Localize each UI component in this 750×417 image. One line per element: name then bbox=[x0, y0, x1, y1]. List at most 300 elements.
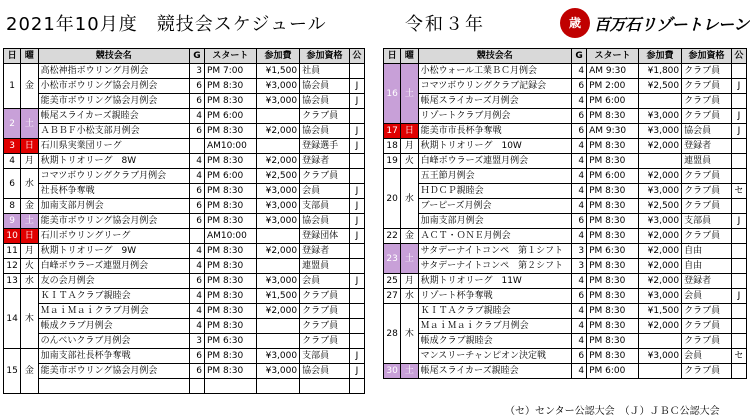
table-row bbox=[4, 289, 365, 304]
footer-legend: （セ）センター公認大会 （Ｊ）ＪＢＣ公認大会 bbox=[505, 406, 720, 417]
qualification-cell: 社員 bbox=[300, 64, 350, 79]
table-row bbox=[4, 109, 365, 124]
games-cell: 4 bbox=[571, 199, 586, 214]
qualification-cell: クラブ員 bbox=[682, 184, 732, 199]
table-row bbox=[384, 124, 747, 139]
event-name-cell: 社長杯争奪戦 bbox=[38, 184, 189, 199]
qualification-cell: クラブ員 bbox=[682, 109, 732, 124]
official-cell bbox=[349, 169, 364, 184]
day-cell: 1 bbox=[4, 64, 21, 109]
official-cell: J bbox=[349, 94, 364, 109]
fee-cell bbox=[638, 154, 681, 169]
table-row bbox=[4, 214, 365, 229]
table-row bbox=[384, 79, 747, 94]
official-cell bbox=[349, 154, 364, 169]
official-cell bbox=[731, 229, 746, 244]
weekday-cell: 水 bbox=[21, 274, 38, 289]
start-time-cell: PM 8:30 bbox=[205, 124, 257, 139]
start-time-cell: PM 8:30 bbox=[205, 274, 257, 289]
games-cell: 6 bbox=[571, 109, 586, 124]
fee-cell: ¥2,000 bbox=[638, 319, 681, 334]
event-name-cell: ＭａｉＭａｉクラブ月例会 bbox=[38, 304, 189, 319]
games-cell: 4 bbox=[189, 154, 204, 169]
official-cell: J bbox=[349, 214, 364, 229]
start-time-cell: PM 2:00 bbox=[587, 79, 639, 94]
day-cell: 19 bbox=[384, 154, 401, 169]
fee-cell: ¥3,000 bbox=[638, 184, 681, 199]
table-row bbox=[384, 244, 747, 259]
table-header-row bbox=[4, 49, 365, 64]
day-cell: 18 bbox=[384, 139, 401, 154]
fee-cell bbox=[638, 94, 681, 109]
start-time-cell: PM 8:30 bbox=[205, 289, 257, 304]
fee-cell: ¥3,000 bbox=[256, 184, 299, 199]
start-time-cell: PM 8:30 bbox=[587, 109, 639, 124]
games-cell: 4 bbox=[571, 64, 586, 79]
event-name-cell: 能美市ボウリング協会月例会 bbox=[38, 214, 189, 229]
start-time-cell: PM 6:00 bbox=[205, 169, 257, 184]
start-time-cell: PM 8:30 bbox=[205, 199, 257, 214]
table-row bbox=[384, 349, 747, 364]
day-cell: 15 bbox=[4, 349, 21, 394]
event-name-cell: 白峰ボウラーズ連盟月例会 bbox=[38, 259, 189, 274]
qualification-cell: クラブ員 bbox=[300, 109, 350, 124]
day-cell: 11 bbox=[4, 244, 21, 259]
event-name-cell: リゾートクラブ月例会 bbox=[418, 109, 571, 124]
official-cell bbox=[731, 319, 746, 334]
col-day: 日 bbox=[4, 49, 21, 64]
games-cell: 4 bbox=[571, 139, 586, 154]
qualification-cell: 協会員 bbox=[300, 214, 350, 229]
fee-cell bbox=[256, 379, 299, 394]
games-cell: 4 bbox=[571, 169, 586, 184]
weekday-cell: 土 bbox=[21, 109, 38, 139]
games-cell: 4 bbox=[571, 364, 586, 379]
official-cell bbox=[349, 64, 364, 79]
event-name-cell: 加南支部月例会 bbox=[38, 199, 189, 214]
games-cell: 6 bbox=[189, 94, 204, 109]
start-time-cell: PM 6:00 bbox=[587, 364, 639, 379]
fee-cell bbox=[256, 139, 299, 154]
official-cell bbox=[731, 154, 746, 169]
table-row bbox=[384, 334, 747, 349]
games-cell: 4 bbox=[189, 319, 204, 334]
day-cell: 28 bbox=[384, 304, 401, 364]
start-time-cell: PM 8:30 bbox=[205, 349, 257, 364]
official-cell: J bbox=[731, 289, 746, 304]
qualification-cell: 協会員 bbox=[300, 124, 350, 139]
qualification-cell bbox=[300, 379, 350, 394]
official-cell: J bbox=[731, 214, 746, 229]
games-cell: 6 bbox=[571, 289, 586, 304]
start-time-cell: AM10:00 bbox=[205, 139, 257, 154]
official-cell bbox=[731, 199, 746, 214]
fee-cell: ¥2,000 bbox=[256, 154, 299, 169]
table-row bbox=[4, 319, 365, 334]
table-row bbox=[4, 304, 365, 319]
qualification-cell: 登録者 bbox=[682, 139, 732, 154]
weekday-cell: 土 bbox=[401, 244, 418, 274]
event-name-cell: 秋期トリオリーグ 10W bbox=[418, 139, 571, 154]
qualification-cell: 支部員 bbox=[300, 349, 350, 364]
weekday-cell: 金 bbox=[21, 64, 38, 109]
day-cell: 23 bbox=[384, 244, 401, 274]
weekday-cell: 水 bbox=[21, 169, 38, 199]
games-cell: 6 bbox=[571, 79, 586, 94]
page-title: 2021年10月度 競技会スケジュール bbox=[6, 14, 327, 35]
official-cell: セ bbox=[731, 184, 746, 199]
event-name-cell: ＫＩＴＡクラブ親睦会 bbox=[418, 304, 571, 319]
fee-cell: ¥3,000 bbox=[256, 214, 299, 229]
official-cell: J bbox=[349, 184, 364, 199]
table-row bbox=[4, 94, 365, 109]
games-cell: 4 bbox=[571, 229, 586, 244]
day-cell: 12 bbox=[4, 259, 21, 274]
col-weekday: 曜 bbox=[21, 49, 38, 64]
table-row bbox=[384, 229, 747, 244]
official-cell bbox=[349, 379, 364, 394]
games-cell: 3 bbox=[189, 64, 204, 79]
weekday-cell: 日 bbox=[401, 124, 418, 139]
qualification-cell: 協会員 bbox=[300, 94, 350, 109]
games-cell: 4 bbox=[571, 274, 586, 289]
games-cell: 6 bbox=[189, 364, 204, 379]
table-row bbox=[384, 169, 747, 184]
event-name-cell: 帳尾スライカーズ月例会 bbox=[418, 94, 571, 109]
day-cell: 27 bbox=[384, 289, 401, 304]
col-day: 日 bbox=[384, 49, 401, 64]
games-cell: 4 bbox=[189, 304, 204, 319]
fee-cell bbox=[256, 259, 299, 274]
official-cell: J bbox=[349, 229, 364, 244]
day-cell: 2 bbox=[4, 109, 21, 139]
fee-cell: ¥2,000 bbox=[638, 169, 681, 184]
qualification-cell: 自由 bbox=[682, 259, 732, 274]
qualification-cell: 協会員 bbox=[300, 79, 350, 94]
fee-cell: ¥3,000 bbox=[256, 199, 299, 214]
qualification-cell: 協会員 bbox=[300, 364, 350, 379]
start-time-cell: PM 8:30 bbox=[587, 259, 639, 274]
start-time-cell: PM 8:30 bbox=[205, 319, 257, 334]
fee-cell: ¥2,000 bbox=[638, 259, 681, 274]
start-time-cell: PM 8:30 bbox=[205, 154, 257, 169]
table-row bbox=[384, 319, 747, 334]
col-games: G bbox=[571, 49, 586, 64]
qualification-cell: クラブ員 bbox=[682, 334, 732, 349]
qualification-cell: クラブ員 bbox=[682, 79, 732, 94]
event-name-cell: サタデーナイトコンペ 第２シフト bbox=[418, 259, 571, 274]
event-name-cell: 帳成クラブ親睦会 bbox=[418, 334, 571, 349]
fee-cell: ¥2,500 bbox=[638, 199, 681, 214]
table-row bbox=[4, 79, 365, 94]
start-time-cell: PM 8:30 bbox=[205, 364, 257, 379]
fee-cell: ¥3,000 bbox=[638, 109, 681, 124]
qualification-cell: クラブ員 bbox=[682, 64, 732, 79]
col-start: スタート bbox=[587, 49, 639, 64]
start-time-cell: PM 8:30 bbox=[587, 214, 639, 229]
start-time-cell: PM 6:00 bbox=[587, 94, 639, 109]
table-row bbox=[384, 364, 747, 379]
qualification-cell: クラブ員 bbox=[682, 304, 732, 319]
games-cell: 3 bbox=[189, 334, 204, 349]
weekday-cell: 木 bbox=[21, 289, 38, 349]
official-cell bbox=[349, 244, 364, 259]
table-row bbox=[4, 364, 365, 379]
event-name-cell: のんべいクラブ月例会 bbox=[38, 334, 189, 349]
official-cell: J bbox=[349, 139, 364, 154]
games-cell: 6 bbox=[571, 349, 586, 364]
official-cell bbox=[731, 244, 746, 259]
qualification-cell: クラブ員 bbox=[300, 169, 350, 184]
table-row bbox=[4, 64, 365, 79]
official-cell bbox=[731, 304, 746, 319]
qualification-cell: クラブ員 bbox=[682, 169, 732, 184]
official-cell bbox=[731, 259, 746, 274]
qualification-cell: クラブ員 bbox=[682, 199, 732, 214]
games-cell: 4 bbox=[571, 304, 586, 319]
fee-cell: ¥2,000 bbox=[638, 229, 681, 244]
start-time-cell: PM 7:00 bbox=[205, 64, 257, 79]
event-name-cell: 五王節月例会 bbox=[418, 169, 571, 184]
event-name-cell: 石川ボウリングリーグ bbox=[38, 229, 189, 244]
logo-mark-icon: 歳 bbox=[560, 8, 590, 38]
event-name-cell: ＫＩＴＡクラブ親睦会 bbox=[38, 289, 189, 304]
games-cell bbox=[189, 229, 204, 244]
games-cell: 6 bbox=[189, 124, 204, 139]
start-time-cell: PM 8:30 bbox=[205, 94, 257, 109]
day-cell: 22 bbox=[384, 229, 401, 244]
fee-cell: ¥2,000 bbox=[638, 244, 681, 259]
fee-cell: ¥1,500 bbox=[638, 304, 681, 319]
games-cell: 4 bbox=[189, 289, 204, 304]
day-cell: 4 bbox=[4, 154, 21, 169]
qualification-cell: 会員 bbox=[682, 289, 732, 304]
event-name-cell: ブーピーズ月例会 bbox=[418, 199, 571, 214]
table-row bbox=[4, 169, 365, 184]
games-cell: 4 bbox=[571, 184, 586, 199]
official-cell bbox=[731, 334, 746, 349]
games-cell: 6 bbox=[189, 199, 204, 214]
official-cell bbox=[349, 259, 364, 274]
day-cell: 30 bbox=[384, 364, 401, 379]
qualification-cell: 支部員 bbox=[300, 199, 350, 214]
start-time-cell: AM10:00 bbox=[205, 229, 257, 244]
event-name-cell bbox=[38, 379, 189, 394]
official-cell: J bbox=[349, 124, 364, 139]
day-cell: 3 bbox=[4, 139, 21, 154]
schedule-table-right bbox=[383, 48, 747, 379]
fee-cell: ¥2,000 bbox=[638, 139, 681, 154]
table-row bbox=[384, 184, 747, 199]
table-row bbox=[384, 199, 747, 214]
games-cell: 4 bbox=[189, 259, 204, 274]
event-name-cell: ＭａｉＭａｉクラブ月例会 bbox=[418, 319, 571, 334]
fee-cell bbox=[256, 109, 299, 124]
col-official: 公 bbox=[731, 49, 746, 64]
official-cell: セ bbox=[731, 349, 746, 364]
day-cell: 25 bbox=[384, 274, 401, 289]
event-name-cell: ＡＣＴ・ＯＮＥ月例会 bbox=[418, 229, 571, 244]
weekday-cell: 月 bbox=[401, 274, 418, 289]
event-name-cell: 友の会月例会 bbox=[38, 274, 189, 289]
table-row bbox=[4, 184, 365, 199]
qualification-cell: 会員 bbox=[300, 184, 350, 199]
fee-cell bbox=[638, 334, 681, 349]
start-time-cell: PM 8:30 bbox=[587, 199, 639, 214]
event-name-cell: リゾート杯争奪戦 bbox=[418, 289, 571, 304]
event-name-cell: 帳尾スライカーズ親睦会 bbox=[418, 364, 571, 379]
games-cell: 6 bbox=[189, 184, 204, 199]
table-row bbox=[384, 289, 747, 304]
fee-cell: ¥3,000 bbox=[256, 274, 299, 289]
official-cell: J bbox=[349, 364, 364, 379]
table-row bbox=[4, 259, 365, 274]
day-cell: 14 bbox=[4, 289, 21, 349]
table-row bbox=[4, 334, 365, 349]
weekday-cell: 金 bbox=[21, 349, 38, 394]
fee-cell: ¥1,500 bbox=[256, 289, 299, 304]
table-row bbox=[384, 154, 747, 169]
start-time-cell: PM 8:30 bbox=[587, 154, 639, 169]
official-cell bbox=[731, 169, 746, 184]
start-time-cell: PM 8:30 bbox=[205, 259, 257, 274]
official-cell bbox=[349, 304, 364, 319]
games-cell: 6 bbox=[571, 124, 586, 139]
event-name-cell: 能美市ボウリング協会月例会 bbox=[38, 364, 189, 379]
games-cell: 6 bbox=[189, 349, 204, 364]
fee-cell: ¥3,000 bbox=[256, 349, 299, 364]
day-cell: 6 bbox=[4, 169, 21, 199]
day-cell: 17 bbox=[384, 124, 401, 139]
weekday-cell: 月 bbox=[21, 244, 38, 259]
table-row bbox=[384, 214, 747, 229]
qualification-cell: 連盟員 bbox=[300, 259, 350, 274]
day-cell: 13 bbox=[4, 274, 21, 289]
games-cell: 4 bbox=[189, 169, 204, 184]
table-row bbox=[384, 304, 747, 319]
col-official: 公 bbox=[349, 49, 364, 64]
table-row bbox=[4, 229, 365, 244]
official-cell bbox=[731, 274, 746, 289]
event-name-cell: ＡＢＢＦ小松支部月例会 bbox=[38, 124, 189, 139]
table-row bbox=[384, 139, 747, 154]
day-cell: 20 bbox=[384, 169, 401, 229]
official-cell: J bbox=[731, 124, 746, 139]
official-cell: J bbox=[731, 79, 746, 94]
qualification-cell: 連盟員 bbox=[682, 154, 732, 169]
qualification-cell: 登録選手 bbox=[300, 139, 350, 154]
event-name-cell: 小松市ボウリング協会月例会 bbox=[38, 79, 189, 94]
start-time-cell: PM 6:00 bbox=[587, 169, 639, 184]
official-cell: J bbox=[349, 349, 364, 364]
weekday-cell: 火 bbox=[21, 259, 38, 274]
table-row bbox=[4, 199, 365, 214]
weekday-cell: 火 bbox=[401, 154, 418, 169]
event-name-cell: マンスリーチャンピオン決定戦 bbox=[418, 349, 571, 364]
table-row bbox=[4, 274, 365, 289]
event-name-cell: 加南支部月例会 bbox=[418, 214, 571, 229]
fee-cell: ¥3,000 bbox=[638, 289, 681, 304]
start-time-cell: PM 6:30 bbox=[587, 244, 639, 259]
official-cell: J bbox=[349, 274, 364, 289]
weekday-cell: 月 bbox=[401, 139, 418, 154]
logo-text: 百万石リゾートレーン bbox=[594, 15, 749, 34]
col-event-name: 競技会名 bbox=[38, 49, 189, 64]
event-name-cell: ＨＤＣＰ親睦会 bbox=[418, 184, 571, 199]
start-time-cell: PM 8:30 bbox=[587, 184, 639, 199]
fee-cell bbox=[256, 229, 299, 244]
event-name-cell: 秋期トリオリーグ 9W bbox=[38, 244, 189, 259]
fee-cell: ¥3,000 bbox=[638, 124, 681, 139]
event-name-cell: 秋期トリオリーグ 8W bbox=[38, 154, 189, 169]
event-name-cell: 能美市市長杯争奪戦 bbox=[418, 124, 571, 139]
table-row bbox=[384, 94, 747, 109]
qualification-cell: 登録者 bbox=[300, 244, 350, 259]
official-cell: J bbox=[731, 109, 746, 124]
start-time-cell: PM 8:30 bbox=[205, 244, 257, 259]
games-cell: 6 bbox=[189, 214, 204, 229]
weekday-cell: 金 bbox=[401, 229, 418, 244]
weekday-cell: 木 bbox=[401, 304, 418, 364]
official-cell bbox=[349, 289, 364, 304]
table-header-row bbox=[384, 49, 747, 64]
start-time-cell: PM 8:30 bbox=[205, 304, 257, 319]
weekday-cell: 水 bbox=[401, 289, 418, 304]
qualification-cell: 登録者 bbox=[300, 154, 350, 169]
qualification-cell: クラブ員 bbox=[682, 94, 732, 109]
qualification-cell: 協会員 bbox=[682, 124, 732, 139]
qualification-cell: 登録団体 bbox=[300, 229, 350, 244]
fee-cell bbox=[256, 334, 299, 349]
games-cell: 6 bbox=[571, 214, 586, 229]
games-cell: 4 bbox=[571, 154, 586, 169]
official-cell bbox=[349, 319, 364, 334]
start-time-cell: PM 8:30 bbox=[587, 229, 639, 244]
table-row bbox=[384, 64, 747, 79]
start-time-cell: PM 8:30 bbox=[587, 319, 639, 334]
event-name-cell: 帳成クラブ月例会 bbox=[38, 319, 189, 334]
official-cell bbox=[349, 334, 364, 349]
weekday-cell: 土 bbox=[21, 214, 38, 229]
fee-cell: ¥3,000 bbox=[638, 214, 681, 229]
qualification-cell: クラブ員 bbox=[300, 319, 350, 334]
table-row bbox=[4, 124, 365, 139]
col-qualification: 参加資格 bbox=[300, 49, 350, 64]
games-cell: 6 bbox=[189, 274, 204, 289]
official-cell bbox=[731, 139, 746, 154]
qualification-cell: クラブ員 bbox=[300, 289, 350, 304]
day-cell: 8 bbox=[4, 199, 21, 214]
qualification-cell: 会員 bbox=[682, 349, 732, 364]
games-cell: 3 bbox=[571, 259, 586, 274]
table-row bbox=[4, 139, 365, 154]
table-row bbox=[4, 244, 365, 259]
start-time-cell: PM 8:30 bbox=[587, 289, 639, 304]
qualification-cell: 支部員 bbox=[682, 214, 732, 229]
event-name-cell: 加南支部社長杯争奪戦 bbox=[38, 349, 189, 364]
start-time-cell: PM 6:30 bbox=[205, 334, 257, 349]
official-cell bbox=[349, 109, 364, 124]
games-cell: 4 bbox=[189, 109, 204, 124]
games-cell: 4 bbox=[189, 244, 204, 259]
event-name-cell: サタデーナイトコンペ 第１シフト bbox=[418, 244, 571, 259]
start-time-cell: PM 8:30 bbox=[587, 334, 639, 349]
official-cell: J bbox=[349, 199, 364, 214]
games-cell: 4 bbox=[571, 94, 586, 109]
logo bbox=[560, 8, 749, 38]
table-row bbox=[384, 259, 747, 274]
start-time-cell: PM 6:00 bbox=[205, 109, 257, 124]
